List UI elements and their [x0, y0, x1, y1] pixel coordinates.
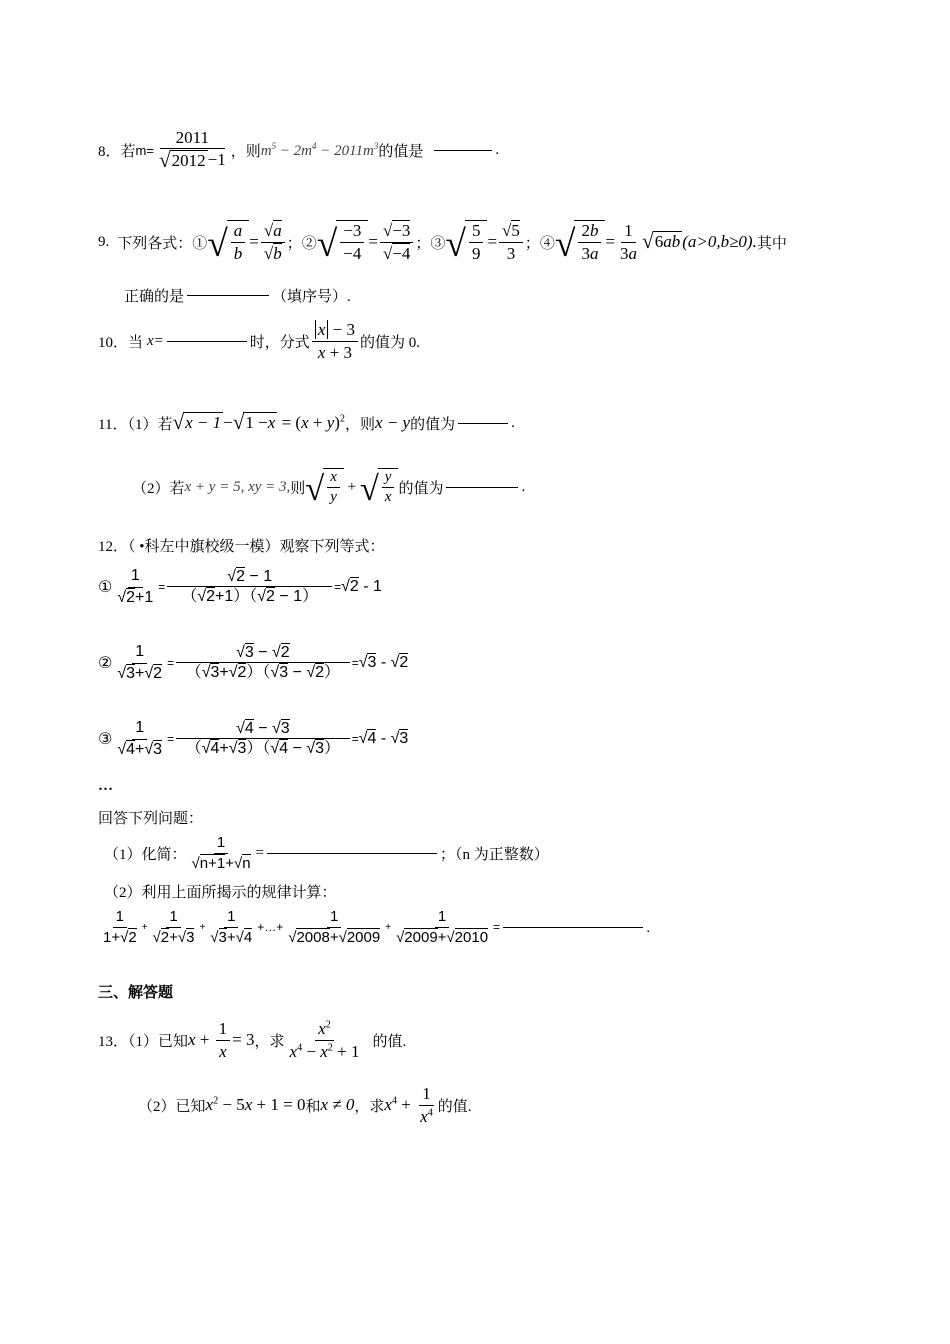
q12-r3-marker: ③ [98, 731, 113, 748]
question-13-part2: （2）已知 $x^2 - 5x + 1 = 0$ 和 x ≠ 0 ，求 $x^4$ + $\frac{1}{x^4}$ 的值. [138, 1083, 472, 1126]
question-13-part1: 13．（1）已知 x + $\frac{1}{x}$ = 3 ，求 $\frac{x^2}{x^4 - x^2 + 1}$ 的值. [98, 1018, 407, 1061]
q9-c3: ；③ [415, 235, 446, 252]
q12-row-1: ① $\frac{1}{√2+1}$ = $\frac{√2 - 1}{(√2+1)(√2 - 1)}$ = √2 - 1 [98, 567, 382, 606]
q9-tail: 其中 [756, 235, 787, 252]
q13b-lead: （2）已知 [138, 1098, 206, 1115]
q9-expr4-sqrt: √ 6 ab [642, 229, 681, 254]
q9-expr4-right: $\frac{1}{3a}$ [620, 220, 638, 263]
q8-minus-2m: − 2m [276, 142, 313, 159]
q13a-mid: ，求 [254, 1033, 285, 1050]
q8-frac-num: 2011 [160, 128, 225, 149]
q12-part1: （1）化简： $\frac{1}{√n+1+√n}$ = ；（n 为正整数） [104, 834, 549, 872]
section-3-title: 三、解答题 [98, 984, 174, 1001]
q13a-tail: 的值. [372, 1033, 407, 1050]
q11a-tail: 的值为 [410, 416, 456, 433]
q11b-tail: 的值为 [398, 480, 444, 497]
q13a-fraction: $\frac{x^2}{x^4 - x^2 + 1}$ [289, 1018, 360, 1061]
q9-expr2-right: $\frac{√-3}{√-4}$ [380, 221, 413, 263]
q11b-answer-blank[interactable] [446, 486, 518, 488]
q10-tail: 的值为 0. [359, 334, 420, 351]
q9-line2b: （填序号）. [272, 288, 351, 305]
q12-sum: $\frac{1}{1+√2}$ + $\frac{1}{√2+√3}$ + $\frac{1}{√3+√4}$ +…+ $\frac{1}{√2008+√2009}$ + $\frac{1}{√2009+√2010}$ = . [103, 908, 651, 946]
q8-exp4: 4 [312, 140, 317, 151]
q12-row-2: ② $\frac{1}{√3+√2}$ = $\frac{√3 - √2}{(√3+√2)(√3 - √2)}$ = √3 - √2 [98, 643, 409, 682]
q12-answer-text: 回答下列问题： [98, 810, 204, 827]
q12-p2-answer-blank[interactable] [503, 926, 643, 928]
question-11-part2: （2）若 x + y = 5, xy = 3, 则 √ $\frac{x}{y}$ + √ $\frac{y}{x}$ 的值为 . [132, 468, 526, 508]
q13b-tail: 的值. [437, 1098, 472, 1115]
q10-mid: 时，分式 [249, 334, 310, 351]
q8-minus-2011m: − 2011m [316, 142, 374, 159]
q10-fraction: $\frac{x - 3}{x + 3}$ [312, 320, 358, 362]
q12-part2-label [104, 880, 337, 902]
q12-p1-label: （1）化简： [104, 846, 187, 863]
q13b-and: 和 [305, 1098, 321, 1115]
q9-c2: ；② [286, 235, 317, 252]
q11b-sqrt2: √ $\frac{y}{x}$ [360, 468, 399, 507]
question-9-line2 [124, 284, 351, 306]
q9-intro: 下列各式：① [117, 235, 208, 252]
q10-var: x= [147, 332, 164, 349]
q10-answer-blank[interactable] [167, 340, 247, 342]
q13b-neq: x ≠ 0 [320, 1095, 355, 1114]
q8-minus1: −1 [207, 149, 226, 169]
q9-answer-blank[interactable] [187, 294, 269, 296]
q9-condition: (a>0,b≥0). [682, 232, 757, 251]
q8-m: m [260, 142, 272, 159]
q12-p1-answer-blank[interactable] [267, 852, 437, 854]
q13b-comma: ，求 [354, 1098, 385, 1115]
q12-row-3: ③ $\frac{1}{√4+√3}$ = $\frac{√4 - √3}{(√4+√3)(√4 - √3)}$ = √4 - √3 [98, 719, 409, 758]
q11a-answer-blank[interactable] [458, 422, 508, 424]
q11b-cond: x + y = 5, xy = 3, [184, 478, 291, 495]
q8-answer-blank[interactable] [434, 149, 492, 151]
q8-exp3: 3 [373, 140, 379, 151]
q12-p1-tail: ；（n 为正整数） [440, 846, 549, 863]
q8-exp5: 5 [271, 140, 277, 151]
q11a-expr: x − y [375, 413, 411, 432]
question-11-part1: 11．（1）若 √ x − 1 − √ 1 − x = $(x + y)^2$ ，则 x − y 的值为 . [98, 410, 515, 435]
q11a-rhs: = $(x + y)^2$ [277, 413, 346, 432]
q11a-label: 11．（1）若 [98, 416, 173, 433]
q9-label: 9. [98, 233, 110, 250]
q9-expr3-right: $\frac{√5}{3}$ [499, 221, 523, 263]
question-9: 9. 下列各式：① √ $\frac{a}{b}$ = $\frac{√a}{√b}$ ；② √ $\frac{-3}{-4}$ = $\frac{√-3}{√-4}$ ；③ √ $\frac{5}{9}$ = $\frac{√5}{3}$ ；④ √ $\frac{2b}{3a}$ = $\frac{1}{3a}$ √ 6 ab (a>0,b≥0). 其中 [98, 220, 787, 266]
q12-r1-marker: ① [98, 579, 113, 596]
q8-m-eq: m= [135, 142, 154, 158]
q12-p2-label: （2）利用上面所揭示的规律计算： [104, 884, 337, 901]
q9-expr3-left: √ $\frac{5}{9}$ [445, 220, 487, 263]
q12-answer-heading [98, 806, 203, 828]
q12-ellipsis-text: … [98, 777, 113, 794]
q8-label: 8．若 [98, 143, 136, 160]
q8-sqrt-body: 2012 [171, 151, 206, 171]
q11a-end: . [511, 414, 515, 431]
question-8 [98, 126, 499, 174]
q11a-sqrt1: √ x − 1 [172, 410, 222, 435]
q11b-end: . [521, 478, 526, 495]
q9-expr1-right: $\frac{√a}{√b}$ [261, 221, 285, 263]
section-3-heading [98, 980, 173, 1002]
q9-expr2-left: √ $\frac{-3}{-4}$ [317, 220, 369, 263]
q12-dots: +…+ [257, 920, 284, 934]
q12-r2-marker: ② [98, 655, 113, 672]
q11b-sqrt1: √ $\frac{x}{y}$ [305, 468, 344, 507]
q8-then: ，则 [230, 143, 261, 160]
q8-tail: 的值是 [378, 143, 424, 160]
q9-c4: ；④ [524, 235, 555, 252]
q11a-sqrt2: √ 1 − x [232, 410, 276, 435]
q12-ellipsis [98, 776, 113, 796]
q9-line2a: 正确的是 [124, 288, 185, 305]
q9-expr4-left: √ $\frac{2b}{3a}$ [555, 220, 606, 263]
q9-expr1-left: √ $\frac{a}{b}$ [207, 220, 249, 263]
q11b-lead: （2）若 [132, 480, 185, 497]
q12-title: 12．（ •科左中旗校级一模）观察下列等式： [98, 538, 385, 555]
q8-fraction [156, 128, 229, 171]
q10-label: 10．当 [98, 334, 144, 351]
question-10 [98, 314, 420, 368]
q11b-then: 则 [290, 480, 306, 497]
q8-end: . [495, 141, 500, 158]
q11a-then: ，则 [345, 416, 376, 433]
question-12-title [98, 534, 385, 556]
q8-sqrt: √ 2012 [158, 148, 206, 173]
q13a-label: 13．（1）已知 [98, 1033, 189, 1050]
